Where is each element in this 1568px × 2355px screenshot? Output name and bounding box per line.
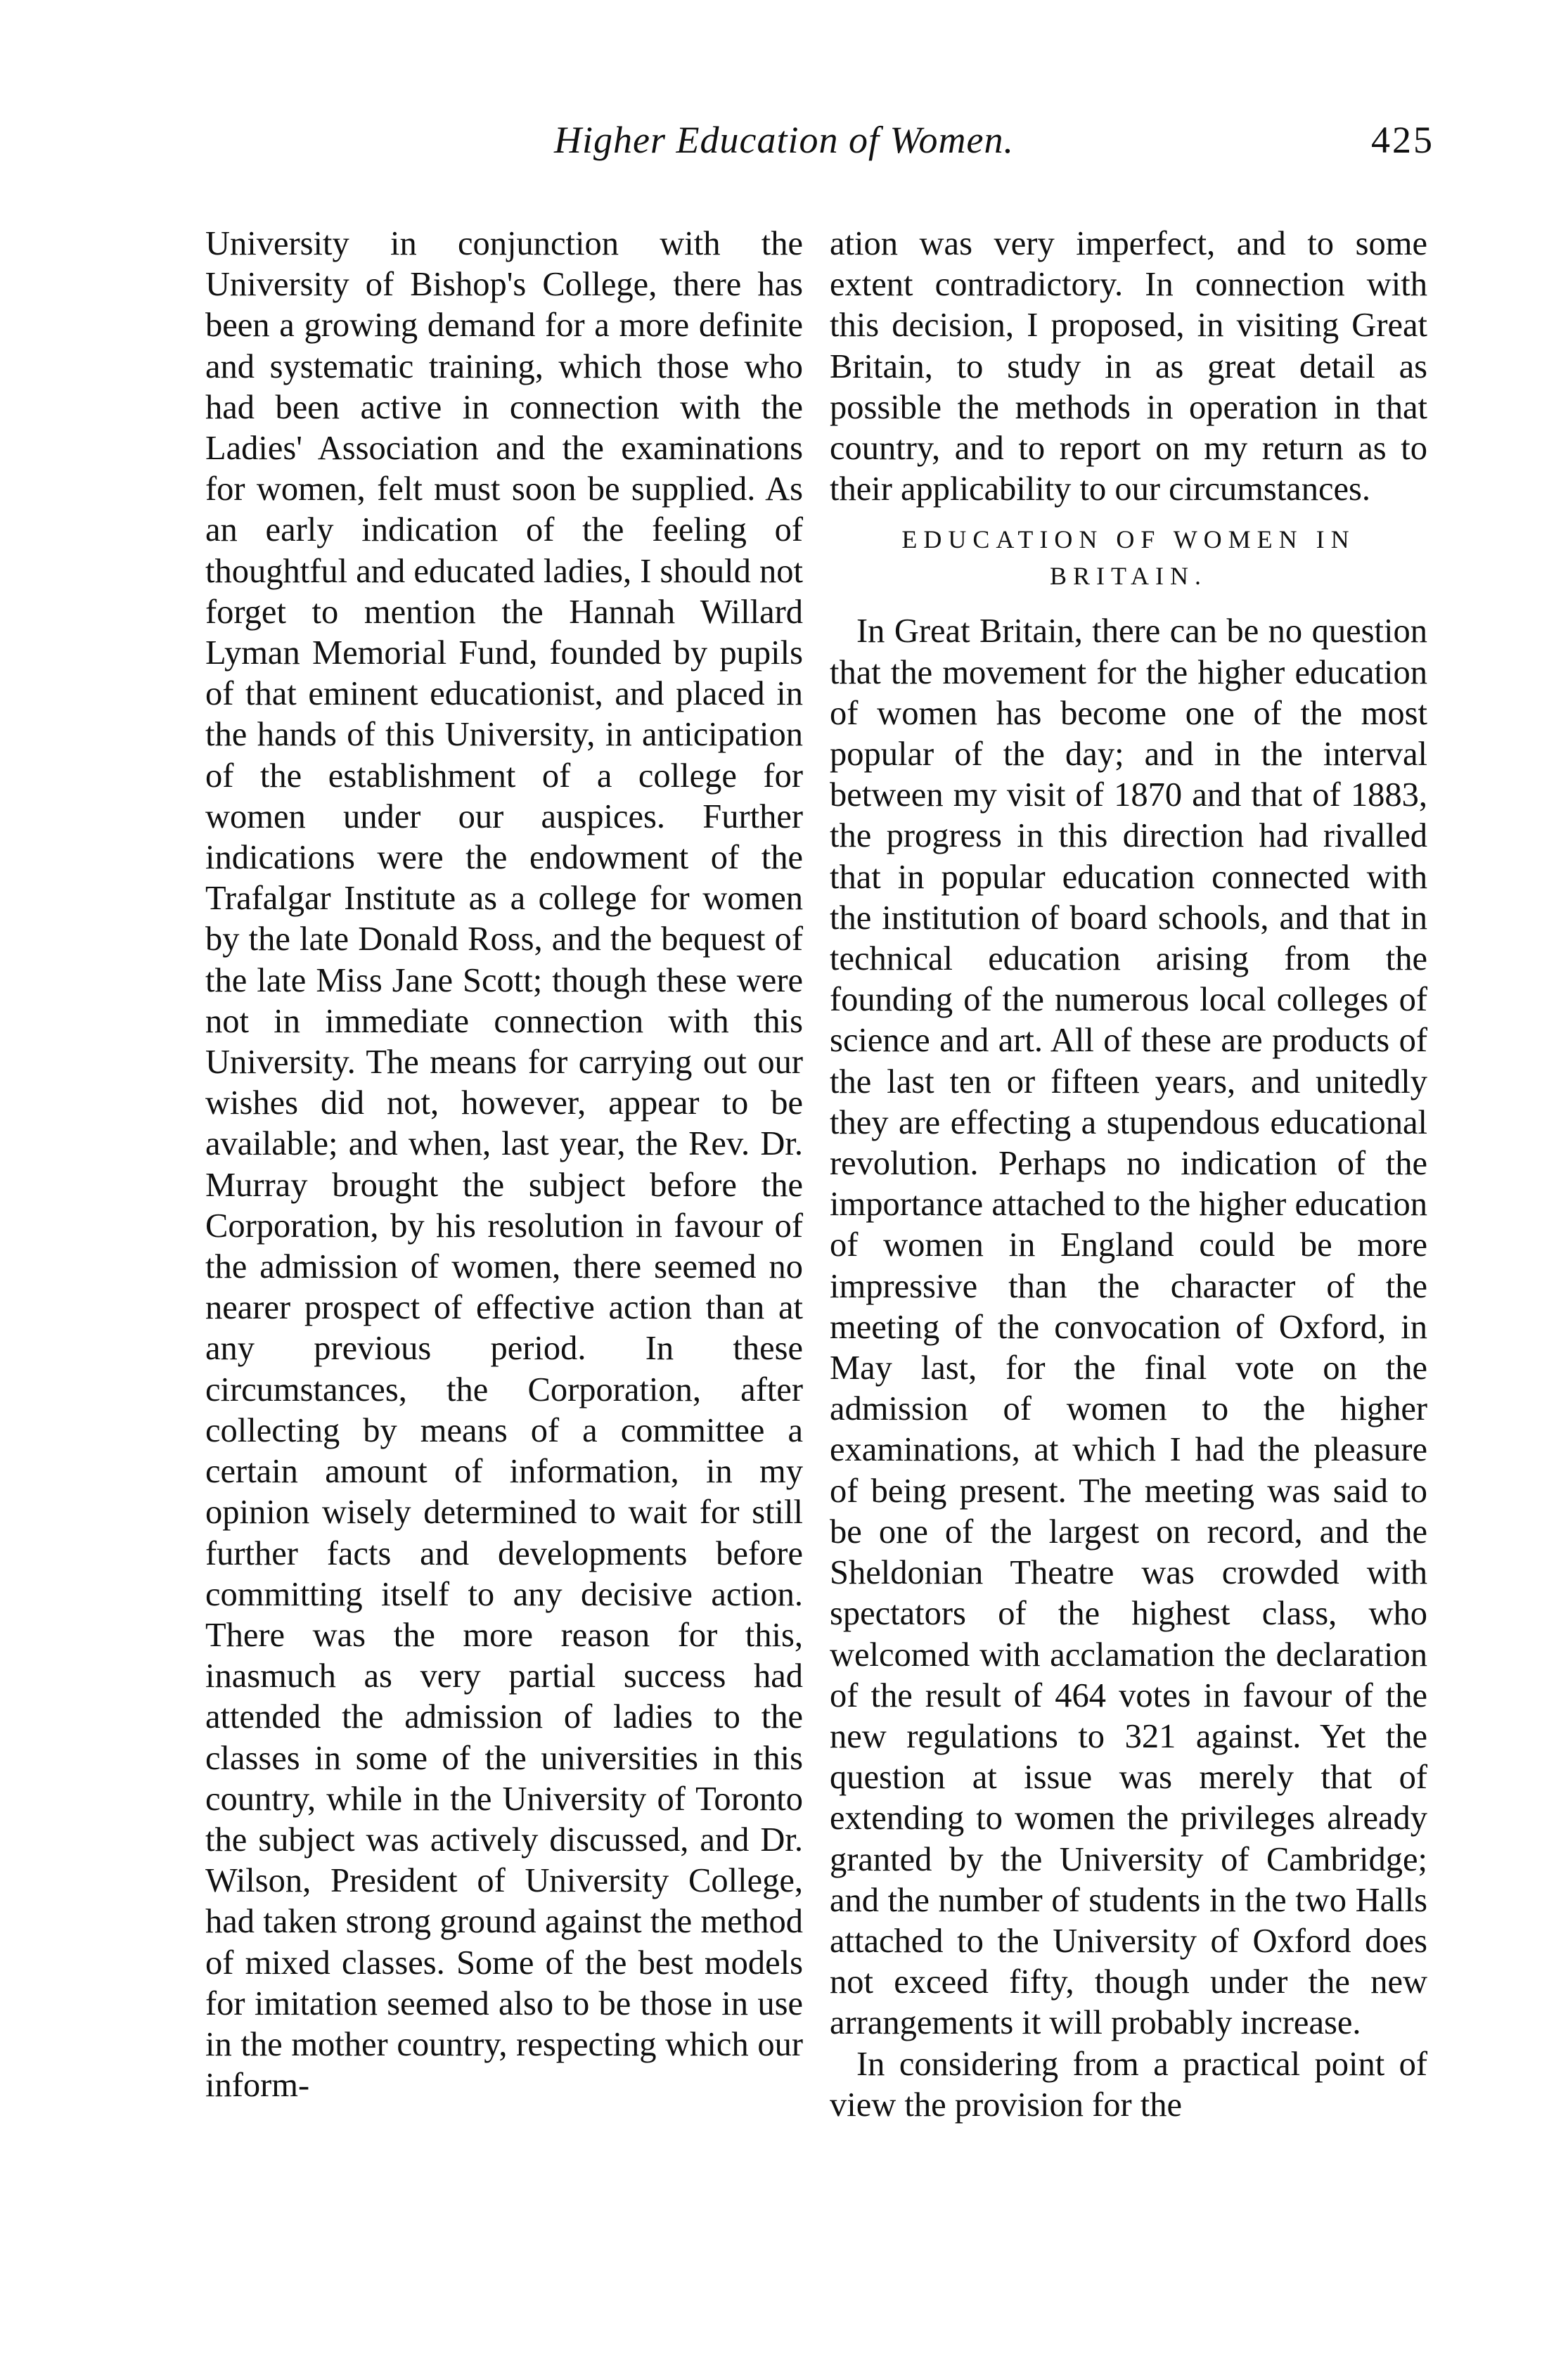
page-number: 425 [1371, 119, 1434, 161]
running-title: Higher Education of Women. [554, 119, 1014, 161]
paragraph: ation was very imperfect, and to some extent contradictory. In connection with this decision, I proposed, in visiting Great Britain, to study in as great detail as possible the methods in operation in that country, and to report on my return as to their applicability to our circumstances. [830, 225, 1427, 508]
right-column [830, 224, 1427, 2126]
left-column [205, 224, 803, 2106]
paragraph: University in conjunction with the University of Bishop's College, there has been a growing demand for a more definite and systematic training, which those who had been active in connection with the Ladies' Association and the examinations for women, felt must soon be supplied. As an early indication of the feeling of thoughtful and educated ladies, I should not forget to mention the Hannah Willard Lyman Memorial Fund, founded by pupils of that eminent educationist, and placed in the hands of this University, in anticipation of the establishment of a college for women under our auspices. Further indications were the endowment of the Trafalgar Institute as a college for women by the late Donald Ross, and the bequest of the late Miss Jane Scott; though these were not in immediate connection with this University. The means for carrying out our wishes did not, however, appear to be available; and when, last year, the Rev. Dr. Murray brought the subject before the Corporation, by his resolution in favour of the admission of women, there seemed no nearer prospect of effective action than at any previous period. In these circumstances, the Corporation, after collecting by means of a committee a certain amount of information, in my opinion wisely determined to wait for still further facts and developments before committing itself to any decisive action. There was the more reason for this, inasmuch as very partial success had attended the admission of ladies to the classes in some of the universities in this country, while in the University of Toronto the subject was actively discussed, and Dr. Wilson, President of University College, had taken strong ground against the method of mixed classes. Some of the best models for imitation seemed also to be those in use in the mother country, respecting which our inform- [205, 225, 803, 2105]
section-heading: EDUCATION OF WOMEN IN BRITAIN. [901, 525, 1356, 591]
paragraph: In considering from a practical point of view the provision for the [830, 2045, 1427, 2124]
paragraph: In Great Britain, there can be no question that the movement for the higher education of women has become one of the most popular of the day; and in the interval between my visit of 1870 and that of 1883, the progress in this direction had rivalled that in popular education connected with the institution of board schools, and that in technical education arising from the founding of the numerous local colleges of science and art. All of these are products of the last ten or fifteen years, and unitedly they are effecting a stupendous educational revolution. Perhaps no indication of the importance attached to the higher education of women in England could be more impressive than the character of the meeting of the convocation of Oxford, in May last, for the final vote on the admission of women to the higher examinations, at which I had the pleasure of being present. The meeting was said to be one of the largest on record, and the Sheldonian Theatre was crowded with spectators of the highest class, who welcomed with acclamation the declaration of the result of 464 votes in favour of the new regulations to 321 against. Yet the question at issue was merely that of extending to women the privileges already granted by the University of Cambridge; and the number of students in the two Halls attached to the University of Oxford does not exceed fifty, though under the new arrangements it will probably increase. [830, 612, 1427, 2042]
